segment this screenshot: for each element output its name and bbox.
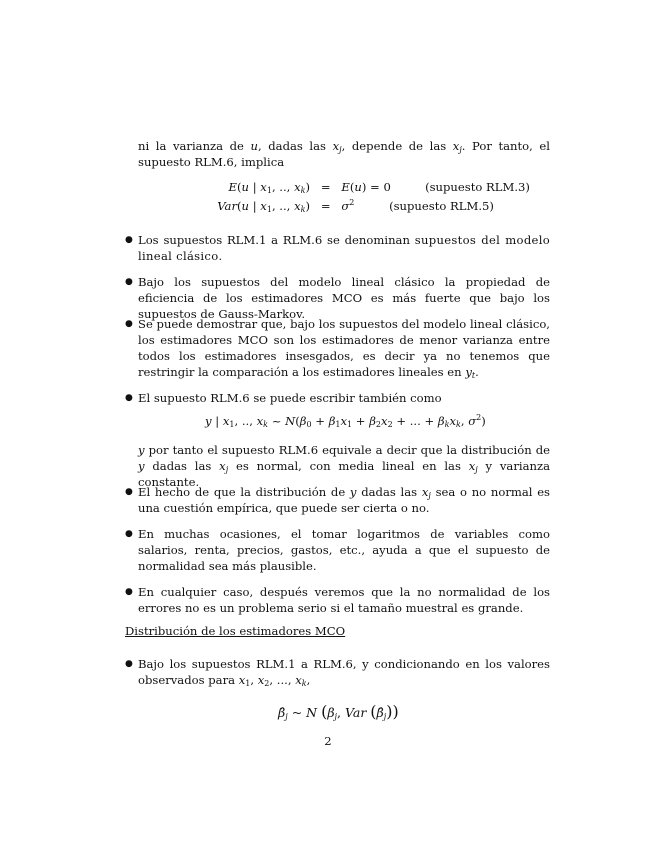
section-heading: Distribución de los estimadores MCO xyxy=(125,624,346,638)
bullet-text: Bajo los supuestos del modelo lineal clásico la propiedad de eficiencia de los estimadores MCO es más fuerte que bajo los supuestos de Gauss-Markov. xyxy=(138,275,550,321)
page-number: 2 xyxy=(324,734,332,748)
bullet-icon: ● xyxy=(125,235,133,245)
bullet-text: Se puede demostrar que, bajo los supuestos del modelo lineal clásico, los estimadores MCO son los estimadores de menor varianza entre todos los estimadores insesgados, es decir ya no tenemos que restringir la comparación a los estimadores lineales en $y_t$. xyxy=(138,317,550,380)
bullet-icon: ● xyxy=(125,659,133,669)
formula-explanation: y por tanto el supuesto RLM.6 equivale a decir que la distribución de y dadas las $x_j$ es normal, con media lineal en las $x_j$ y varianza constante. xyxy=(138,443,550,489)
bullet-icon: ● xyxy=(125,393,133,403)
bullet-text: Los supuestos RLM.1 a RLM.6 se denominan supuestos del modelo lineal clásico. xyxy=(138,233,550,263)
equation-expectation: E(u | $x_1$, .., $x_k) = E(u) = 0$ (supuesto RLM.3) xyxy=(228,180,530,195)
normal-distribution-formula: y | $x_1$, .., $x_k$ ~ $N(\beta_0 + \beta_1x_1 + \beta_2x_2$ + ... + $\beta_kx_k$, $\sigma^2$) xyxy=(205,413,486,429)
bullet-icon: ● xyxy=(125,277,133,287)
beta-distribution-formula: $\betâ_j$ ~ N ($\beta_j$, Var $(\betâ_j)$) xyxy=(278,702,399,721)
bullet-icon: ● xyxy=(125,319,133,329)
bullet-text: El supuesto RLM.6 se puede escribir también como xyxy=(138,391,442,405)
bullet-text: El hecho de que la distribución de y dadas las $x_j$ sea o no normal es una cuestión empírica, que puede ser cierta o no. xyxy=(138,485,551,515)
bullet-text: Bajo los supuestos RLM.1 a RLM.6, y condicionando en los valores observados para $x_1$, $x_2$, ..., $x_k$, xyxy=(138,657,550,688)
equation-variance: Var(u | $x_1$, .., $x_k) = \sigma^2$ (supuesto RLM.5) xyxy=(217,198,494,214)
intro-paragraph: ni la varianza de u, dadas las $x_j$, depende de las $x_j$. Por tanto, el supuesto RLM.6, implica xyxy=(138,139,550,169)
bullet-text: En cualquier caso, después veremos que la no normalidad de los errores no es un problema serio si el tamaño muestral es grande. xyxy=(138,585,550,615)
bullet-icon: ● xyxy=(125,587,133,597)
bullet-icon: ● xyxy=(125,487,133,497)
bullet-icon: ● xyxy=(125,529,133,539)
bullet-text: En muchas ocasiones, el tomar logaritmos de variables como salarios, renta, precios, gastos, etc., ayuda a que el supuesto de normalidad sea más plausible. xyxy=(138,527,550,573)
